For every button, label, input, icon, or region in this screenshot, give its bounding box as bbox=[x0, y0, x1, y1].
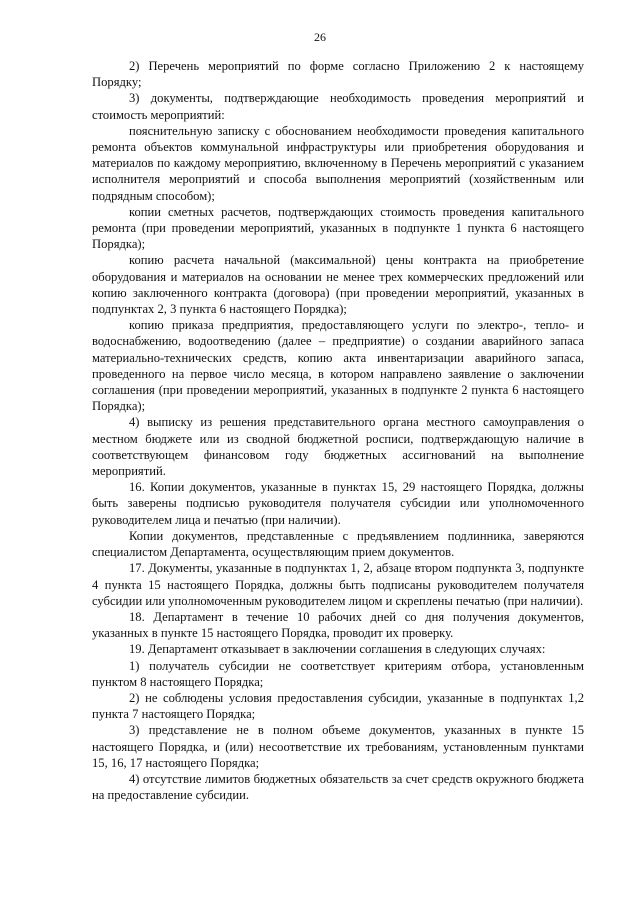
paragraph-refusal-3: 3) представление не в полном объеме документов, указанных в пункте 15 настоящего Порядка, и (или) несоответствие их требованиям, установленным пунктами 15, 16, 17 настоящего Порядка; bbox=[92, 723, 584, 770]
paragraph-order-copy: копию приказа предприятия, предоставляющего услуги по электро-, тепло- и водоснабжению, водоотведению (далее – предприятие) о создании аварийного запаса материально-технических средств, копию акта инвентаризации аварийного запаса, проведенного на первое число месяца, в котором направлено заявление о заключении соглашения (при проведении мероприятий, указанных в подпункте 2 пункта 6 настоящего Порядка); bbox=[92, 318, 584, 414]
page-number: 26 bbox=[314, 30, 326, 44]
paragraph-17: 17. Документы, указанные в подпунктах 1, 2, абзаце втором подпункта 3, подпункте 4 пункта 15 настоящего Порядка, должны быть подписаны руководителем получателя субсидии или уполномоченным руководителем лицом и скреплены печатью (при наличии). bbox=[92, 561, 584, 608]
paragraph-item-2: 2) Перечень мероприятий по форме согласно Приложению 2 к настоящему Порядку; bbox=[92, 59, 584, 90]
paragraph-16: 16. Копии документов, указанные в пунктах 15, 29 настоящего Порядка, должны быть заверены подписью руководителя получателя субсидии или уполномоченного руководителем лица и печатью (при наличии). bbox=[92, 480, 584, 527]
paragraph-estimate-copies: копии сметных расчетов, подтверждающих стоимость проведения капитального ремонта (при проведении мероприятий, указанных в подпункте 1 пункта 6 настоящего Порядка); bbox=[92, 204, 584, 252]
paragraph-refusal-4: 4) отсутствие лимитов бюджетных обязательств за счет средств окружного бюджета на предоставление субсидии. bbox=[92, 771, 584, 803]
paragraph-19: 19. Департамент отказывает в заключении соглашения в следующих случаях: bbox=[129, 642, 546, 657]
paragraph-refusal-2: 2) не соблюдены условия предоставления субсидии, указанные в подпунктах 1,2 пункта 7 настоящего Порядка; bbox=[92, 690, 584, 722]
paragraph-item-3: 3) документы, подтверждающие необходимость проведения мероприятий и стоимость мероприятий: bbox=[92, 91, 584, 122]
paragraph-18: 18. Департамент в течение 10 рабочих дней со дня получения документов, указанных в пункте 15 настоящего Порядка, проводит их проверку. bbox=[92, 609, 584, 641]
paragraph-item-4: 4) выписку из решения представительного органа местного самоуправления о местном бюджете или из сводной бюджетной росписи, подтверждающую наличие в соответствующем финансовом году бюджетных ассигнований на выполнение мероприятий. bbox=[92, 415, 584, 479]
document-body bbox=[92, 58, 584, 803]
paragraph-explanatory-note: пояснительную записку с обоснованием необходимости проведения капитального ремонта объектов коммунальной инфраструктуры или приобретения оборудования и материалов по каждому мероприятию, включенному в Перечень мероприятий с указанием исполнителя мероприятий и способа выполнения мероприятий (хозяйственным или подрядным способом); bbox=[92, 123, 584, 203]
paragraph-price-calculation: копию расчета начальной (максимальной) цены контракта на приобретение оборудования и материалов на основании не менее трех коммерческих предложений или копию заключенного контракта (договора) (при проведении мероприятий, указанных в подпунктах 2, 3 пункта 6 настоящего Порядка); bbox=[92, 253, 584, 317]
paragraph-copies-certified: Копии документов, представленные с предъявлением подлинника, заверяются специалистом Департамента, осуществляющим прием документов. bbox=[92, 528, 584, 560]
paragraph-refusal-1: 1) получатель субсидии не соответствует критериям отбора, установленным пунктом 8 настоящего Порядка; bbox=[92, 658, 584, 689]
